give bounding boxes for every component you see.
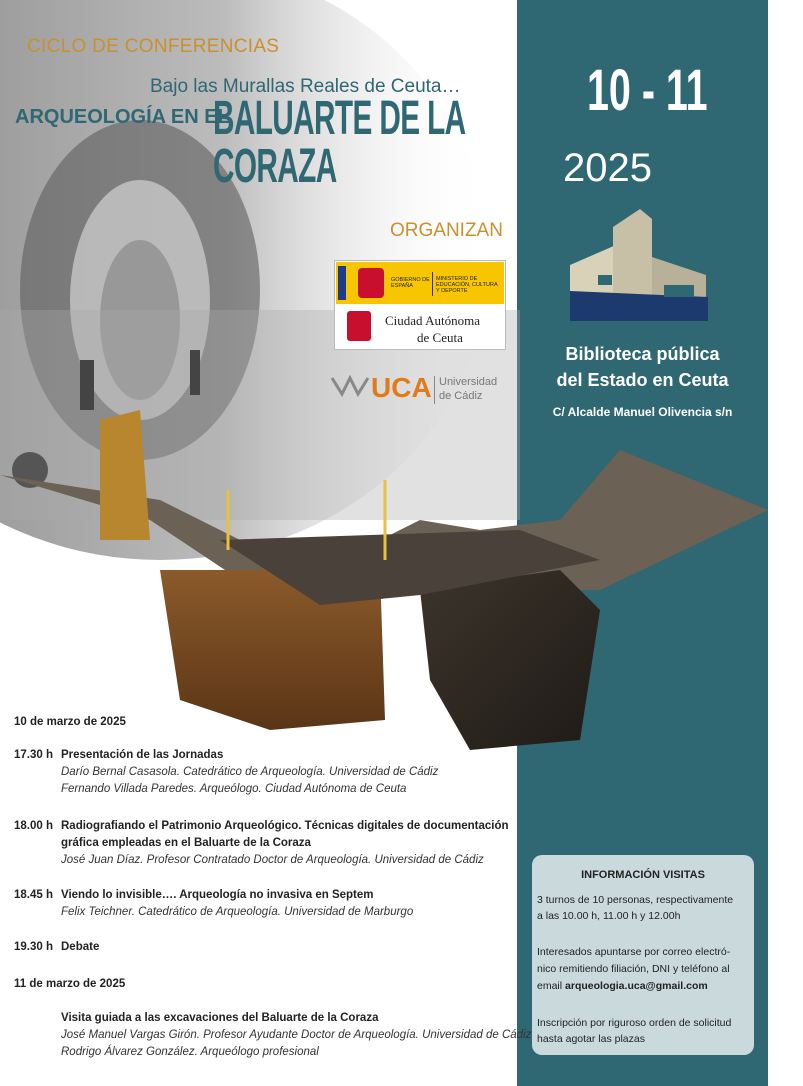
eu-flag-icon (338, 266, 346, 300)
uca-text-1: Universidad (439, 376, 498, 388)
ciudad-line-1: Ciudad Autónoma (385, 313, 480, 328)
info-email-link[interactable]: arqueologia.uca@gmail.com (565, 980, 708, 992)
s3-title: Viendo lo invisible…. Arqueología no invasiva en Septem (61, 889, 374, 901)
event-year: 2025 (563, 146, 652, 190)
coat-of-arms-icon (358, 268, 384, 298)
info-line-5: email arqueologia.uca@gmail.com (537, 980, 708, 992)
day2-heading: 11 de marzo de 2025 (14, 978, 126, 990)
subtitle: Bajo las Murallas Reales de Ceuta… (150, 76, 461, 97)
s5-title: Visita guiada a las excavaciones del Baluarte de la Coraza (61, 1012, 379, 1024)
venue-name-2: del Estado en Ceuta (556, 370, 729, 390)
s1-speaker-2: Fernando Villada Paredes. Arqueólogo. Ciudad Autónoma de Ceuta (61, 783, 407, 795)
info-line-1: 3 turnos de 10 personas, respectivamente (537, 894, 734, 906)
info-heading: INFORMACIÓN VISITAS (581, 869, 705, 881)
s5-speaker-1: José Manuel Vargas Girón. Profesor Ayudante Doctor de Arqueología. Universidad de Cádiz (61, 1029, 532, 1041)
gobierno-text: GOBIERNO DE ESPAÑA (391, 277, 430, 289)
organizers-logo-box (334, 260, 506, 350)
s1-speaker-1: Darío Bernal Casasola. Catedrático de Arqueología. Universidad de Cádiz (61, 766, 439, 778)
ministry-logo (336, 262, 504, 304)
info-line-3: Interesados apuntarse por correo electró- (537, 946, 731, 958)
info-line-7: hasta agotar las plazas (537, 1033, 645, 1045)
uca-logo-text: UCA (371, 372, 432, 403)
s1-title: Presentación de las Jornadas (61, 749, 224, 761)
day1-heading: 10 de marzo de 2025 (14, 716, 126, 728)
info-line-2: a las 10.00 h, 11.00 h y 12.00h (537, 910, 681, 922)
s5-speaker-2: Rodrigo Álvarez González. Arqueólogo profesional (61, 1046, 319, 1058)
organizan-label: ORGANIZAN (390, 220, 503, 241)
event-month: marzo (754, 54, 803, 184)
s3-time: 18.45 h (14, 889, 53, 901)
cycle-label: CICLO DE CONFERENCIAS (27, 36, 280, 57)
s1-time: 17.30 h (14, 749, 53, 761)
s4-title: Debate (61, 941, 100, 953)
s2-title-2: gráfica empleadas en el Baluarte de la Coraza (61, 837, 311, 849)
title-part-b: BALUARTE DE LA CORAZA (213, 92, 465, 193)
ciudad-line-2: de Ceuta (417, 330, 463, 345)
uca-text-2: de Cádiz (439, 390, 483, 402)
s4-time: 19.30 h (14, 941, 53, 953)
s3-speaker: Felix Teichner. Catedrático de Arqueología. Universidad de Marburgo (61, 906, 414, 918)
title-part-a: ARQUEOLOGÍA EN EL (15, 106, 230, 128)
s2-time: 18.00 h (14, 820, 53, 832)
info-line-4: nico remitiendo filiación, DNI y teléfono al (537, 963, 730, 975)
venue-name-1: Biblioteca pública (565, 344, 720, 364)
ministerio-text: MINISTERIO DE EDUCACIÓN, CULTURA Y DEPORTE (436, 276, 498, 294)
ceuta-shield-icon (347, 311, 371, 341)
s2-title-1: Radiografiando el Patrimonio Arqueológico. Técnicas digitales de documentación (61, 820, 509, 832)
uca-wave-icon (330, 372, 370, 400)
library-building-icon (568, 205, 718, 325)
event-days: 10 - 11 (587, 58, 708, 123)
info-line-6: Inscripción por riguroso orden de solicitud (537, 1017, 732, 1029)
excavation-model (0, 380, 768, 760)
s2-speaker: José Juan Díaz. Profesor Contratado Doctor de Arqueología. Universidad de Cádiz (61, 854, 484, 866)
venue-address: C/ Alcalde Manuel Olivencia s/n (552, 405, 733, 419)
